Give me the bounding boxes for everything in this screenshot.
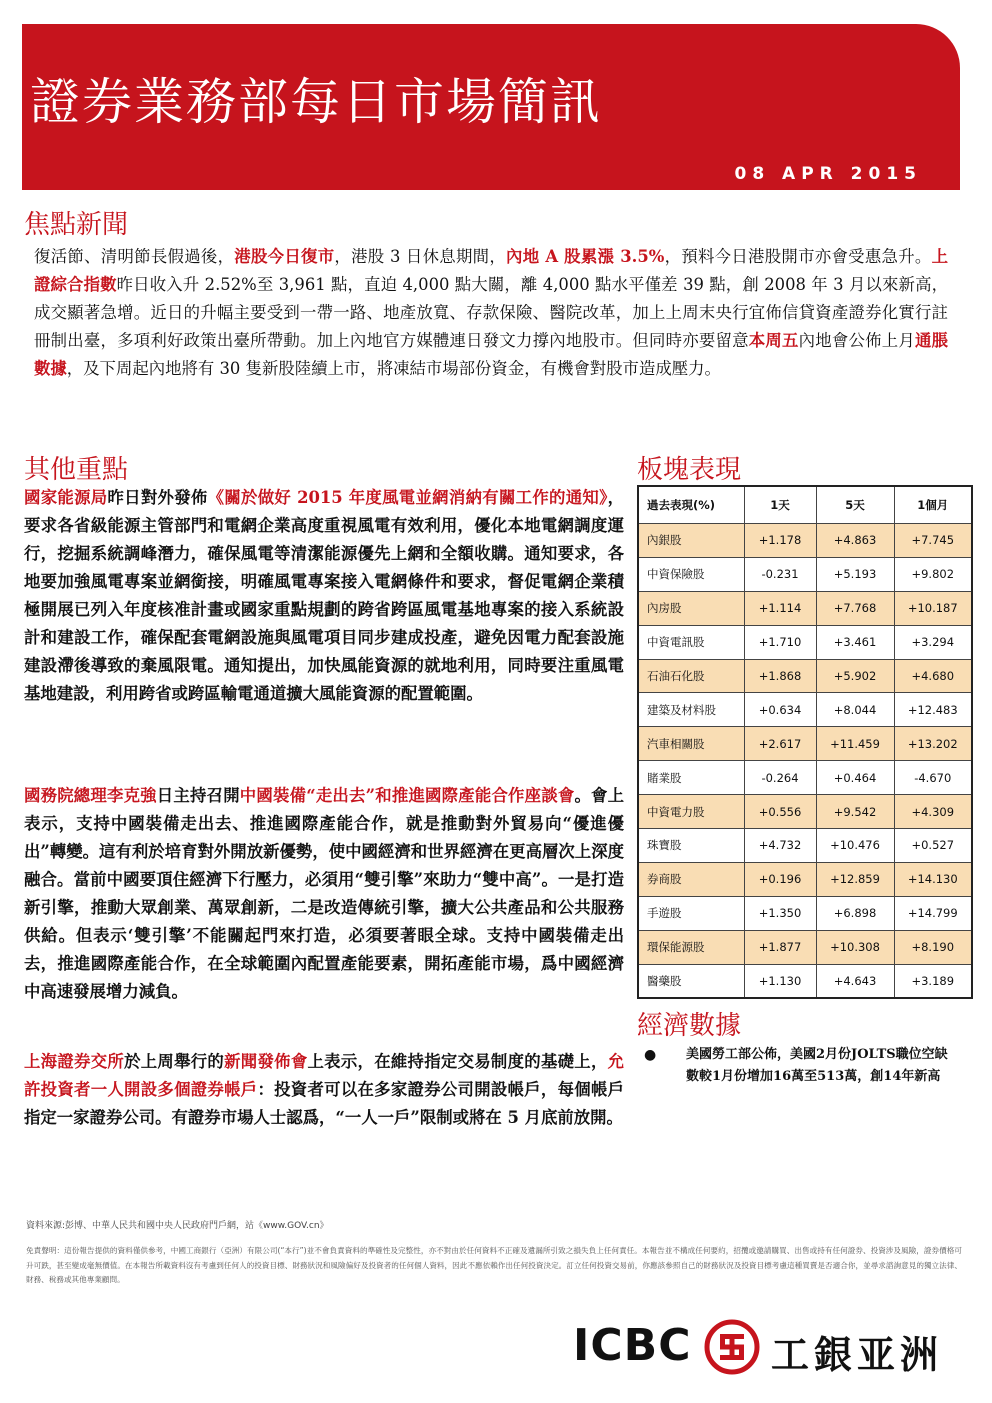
sector-performance-title: 板塊表現: [637, 455, 742, 485]
performance-cell: +1.877: [744, 930, 816, 964]
sector-name-cell: 建築及材料股: [638, 693, 744, 727]
table-row: [638, 964, 972, 998]
text-run: 。會上表示，支持中國裝備走出去、推進國際產能合作，就是推動對外貿易向“優進優出”轉變。這有利於培育對外開放新優勢，使中國經濟和世界經濟在更高層次上深度融合。當前中國要頂住經濟下行壓力，必須用“雙引擎”來助力“雙中高”。一是打造新引擎，推動大眾創業、萬眾創新，二是改造傳統引擎，擴大公共產品和公共服務供給。但表示‘雙引擎’不能關起門來打造，必須要著眼全球。支持中國裝備走出去，推進國際產能合作，在全球範圍內配置產能要素，開拓產能市場，爲中國經濟中高速發展增力減負。: [24, 786, 625, 1001]
performance-cell: +8.190: [894, 930, 972, 964]
table-row: [638, 862, 972, 896]
performance-cell: +1.130: [744, 964, 816, 998]
performance-cell: +3.294: [894, 625, 972, 659]
performance-cell: +10.308: [816, 930, 894, 964]
table-row: [638, 896, 972, 930]
performance-cell: -0.264: [744, 761, 816, 795]
performance-cell: +2.617: [744, 727, 816, 761]
table-row: [638, 591, 972, 625]
sse-news-paragraph: [24, 1048, 624, 1132]
performance-cell: +4.680: [894, 659, 972, 693]
table-row: [638, 829, 972, 863]
report-date: 08 APR 2015: [734, 164, 922, 184]
highlight-sse: 上海證券交所: [24, 1052, 125, 1071]
sector-name-cell: 石油石化股: [638, 659, 744, 693]
table-row: [638, 930, 972, 964]
economic-data-title: 經濟數據: [637, 1011, 742, 1041]
highlight-hk-resume: 港股今日復市: [234, 247, 335, 266]
text-run: ，及下周起內地將有 30 隻新股陸續上市，將凍結市場部份資金，有機會對股市造成壓力。: [66, 359, 721, 378]
sources-note: 資料來源:彭博、中華人民共和國中央人民政府門戶網，站《www.GOV.cn》: [26, 1221, 329, 1231]
highlight-shanghai-index: 上證綜合指數: [34, 247, 949, 294]
text-run: 於上周舉行的: [124, 1052, 225, 1071]
sector-name-cell: 中資保險股: [638, 557, 744, 591]
performance-cell: +8.044: [816, 693, 894, 727]
performance-cell: +4.863: [816, 524, 894, 558]
sector-name-cell: 汽車相關股: [638, 727, 744, 761]
performance-cell: +1.114: [744, 591, 816, 625]
sector-name-cell: 券商股: [638, 862, 744, 896]
page-title: 證券業務部每日市場簡訊: [30, 73, 602, 131]
sector-name-cell: 醫藥股: [638, 964, 744, 998]
performance-cell: +4.643: [816, 964, 894, 998]
highlight-energy-bureau: 國家能源局: [24, 488, 108, 507]
performance-cell: +4.732: [744, 829, 816, 863]
performance-cell: +4.309: [894, 795, 972, 829]
text-run: ，預料今日港股開市亦會受惠急升。: [664, 247, 932, 266]
sector-name-cell: 內房股: [638, 591, 744, 625]
focus-news-title: 焦點新聞: [24, 210, 129, 240]
performance-cell: +5.902: [816, 659, 894, 693]
column-header: 1天: [744, 486, 816, 524]
table-header-row: [638, 486, 972, 524]
table-row: [638, 557, 972, 591]
text-run: 內地會公佈上月: [798, 331, 915, 350]
performance-cell: +9.802: [894, 557, 972, 591]
performance-cell: +0.556: [744, 795, 816, 829]
performance-cell: +0.196: [744, 862, 816, 896]
performance-cell: -4.670: [894, 761, 972, 795]
energy-news-paragraph: [24, 484, 624, 708]
text-run: ，要求各省級能源主管部門和電網企業高度重視風電有效利用，優化本地電網調度運行，挖掘系統調峰潛力，確保風電等清潔能源優先上網和全額收購。通知要求，各地要加強風電專案並網銜接，明確風電專案接入電網條件和要求，督促電網企業積極開展已列入年度核准計畫或國家重點規劃的跨省跨區風電基地專案的接入系統設計和建設工作，確保配套電網設施與風電項目同步建成投產，避免因電力配套設施建設滯後導致的棄風限電。通知提出，加快風能資源的就地利用，同時要注重風電基地建設，利用跨省或跨區輸電通道擴大風能資源的配置範圍。: [24, 488, 624, 703]
text-run: 昨日收入升 2.52%至 3,961 點，直迫 4,000 點大關，離 4,000 點水平僅差 39 點，創 2008 年 3 月以來新高，成交顯著急增。近日的升幅主要受到一帶一路、地產放寬、存款保險、醫院改革，加上上周末央行宜佈信貸資產證券化實行註冊制出臺，多項利好政策出臺所帶動。加上內地官方媒體連日發文力撐內地股市。但同時亦要留意: [34, 275, 948, 350]
performance-cell: +7.745: [894, 524, 972, 558]
other-highlights-title: 其他重點: [24, 455, 129, 485]
performance-cell: +0.527: [894, 829, 972, 863]
highlight-a-share: 內地 A 股累漲 3.5%: [506, 247, 665, 266]
performance-cell: +11.459: [816, 727, 894, 761]
performance-cell: +12.483: [894, 693, 972, 727]
focus-news-paragraph: [34, 243, 948, 383]
column-header: 過去表現(%): [638, 486, 744, 524]
highlight-wind-notice: 《關於做好 2015 年度風電並網消納有關工作的通知》: [207, 488, 608, 507]
performance-cell: +1.710: [744, 625, 816, 659]
sector-performance-table: [637, 485, 973, 999]
performance-cell: +14.130: [894, 862, 972, 896]
table-row: [638, 795, 972, 829]
table-row: [638, 693, 972, 727]
sector-name-cell: 賭業股: [638, 761, 744, 795]
sector-name-cell: 手遊股: [638, 896, 744, 930]
text-run: ：投資者可以在多家證券公司開設帳戶，每個帳戶指定一家證券公司。有證券市場人士認爲，“一人一戶”限制或將在 5 月底前放開。: [24, 1080, 625, 1127]
table-row: [638, 524, 972, 558]
economic-data-text: 美國勞工部公佈，美國2月份JOLTS職位空缺數較1月份增加16萬至513萬，創14年新高: [686, 1047, 948, 1084]
header-banner: [22, 24, 960, 190]
column-header: 5天: [816, 486, 894, 524]
highlight-this-friday: 本周五: [748, 331, 799, 350]
logo-wordmark-en: ICBC: [573, 1320, 692, 1371]
performance-cell: +5.193: [816, 557, 894, 591]
performance-cell: +6.898: [816, 896, 894, 930]
logo-wordmark-cn: 工銀亚洲: [771, 1333, 944, 1377]
highlight-forum: 中國裝備“走出去”和推進國際產能合作座談會: [239, 786, 575, 805]
disclaimer: 免責聲明：這份報告提供的資料僅供參考，中國工商銀行（亞洲）有限公司(“本行”)並不會負責資料的準確性及完整性，亦不對由於任何資料不正確及遺漏所引致之損失負上任何責任。本報告並不構成任何要約，招攬或邀請購買、出售或持有任何證券、投資涉及風險，證券價格可升可跌，甚至變成毫無價值。在本報告所載資料沒有考慮到任何人的投資目標、財務狀況和風險偏好及投資者的任何個人資料，因此不應依賴作出任何投資決定。訂立任何投資交易前，你應該參照自己的財務狀況及投資目標考慮這種買賣是否適合你，並尋求諮詢意見的獨立法律、財務、稅務或其他專業顧問。: [26, 1246, 962, 1284]
performance-cell: +1.178: [744, 524, 816, 558]
performance-cell: -0.231: [744, 557, 816, 591]
performance-cell: +3.189: [894, 964, 972, 998]
performance-cell: +7.768: [816, 591, 894, 625]
table-row: [638, 727, 972, 761]
highlight-multiple-accounts: 允許投資者一人開設多個證券帳戶: [24, 1052, 625, 1099]
performance-cell: +0.464: [816, 761, 894, 795]
text-run: 昨日對外發佈: [107, 488, 208, 507]
performance-cell: +0.634: [744, 693, 816, 727]
sector-name-cell: 珠寶股: [638, 829, 744, 863]
table-row: [638, 659, 972, 693]
performance-cell: +14.799: [894, 896, 972, 930]
performance-cell: +3.461: [816, 625, 894, 659]
text-run: ，港股 3 日休息期間，: [334, 247, 507, 266]
text-run: 日主持召開: [156, 786, 240, 805]
sector-name-cell: 環保能源股: [638, 930, 744, 964]
table-row: [638, 625, 972, 659]
performance-cell: +12.859: [816, 862, 894, 896]
highlight-press-conference: 新聞發佈會: [224, 1052, 308, 1071]
bullet-icon: ●: [644, 1047, 657, 1063]
column-header: 1個月: [894, 486, 972, 524]
sector-name-cell: 內銀股: [638, 524, 744, 558]
performance-cell: +10.476: [816, 829, 894, 863]
text-run: 上表示，在維持指定交易制度的基礎上，: [307, 1052, 608, 1071]
sector-name-cell: 中資電力股: [638, 795, 744, 829]
sector-name-cell: 中資電訊股: [638, 625, 744, 659]
table-row: [638, 761, 972, 795]
performance-cell: +10.187: [894, 591, 972, 625]
icbc-emblem-icon: [703, 1318, 761, 1376]
performance-cell: +13.202: [894, 727, 972, 761]
performance-cell: +9.542: [816, 795, 894, 829]
highlight-premier: 國務院總理李克強: [24, 786, 157, 805]
performance-cell: +1.350: [744, 896, 816, 930]
highlight-inflation-data: 通脹數據: [34, 331, 949, 378]
text-run: 復活節、清明節長假過後，: [34, 247, 235, 266]
icbc-logo: [573, 1318, 963, 1376]
performance-cell: +1.868: [744, 659, 816, 693]
premier-news-paragraph: [24, 782, 624, 1006]
